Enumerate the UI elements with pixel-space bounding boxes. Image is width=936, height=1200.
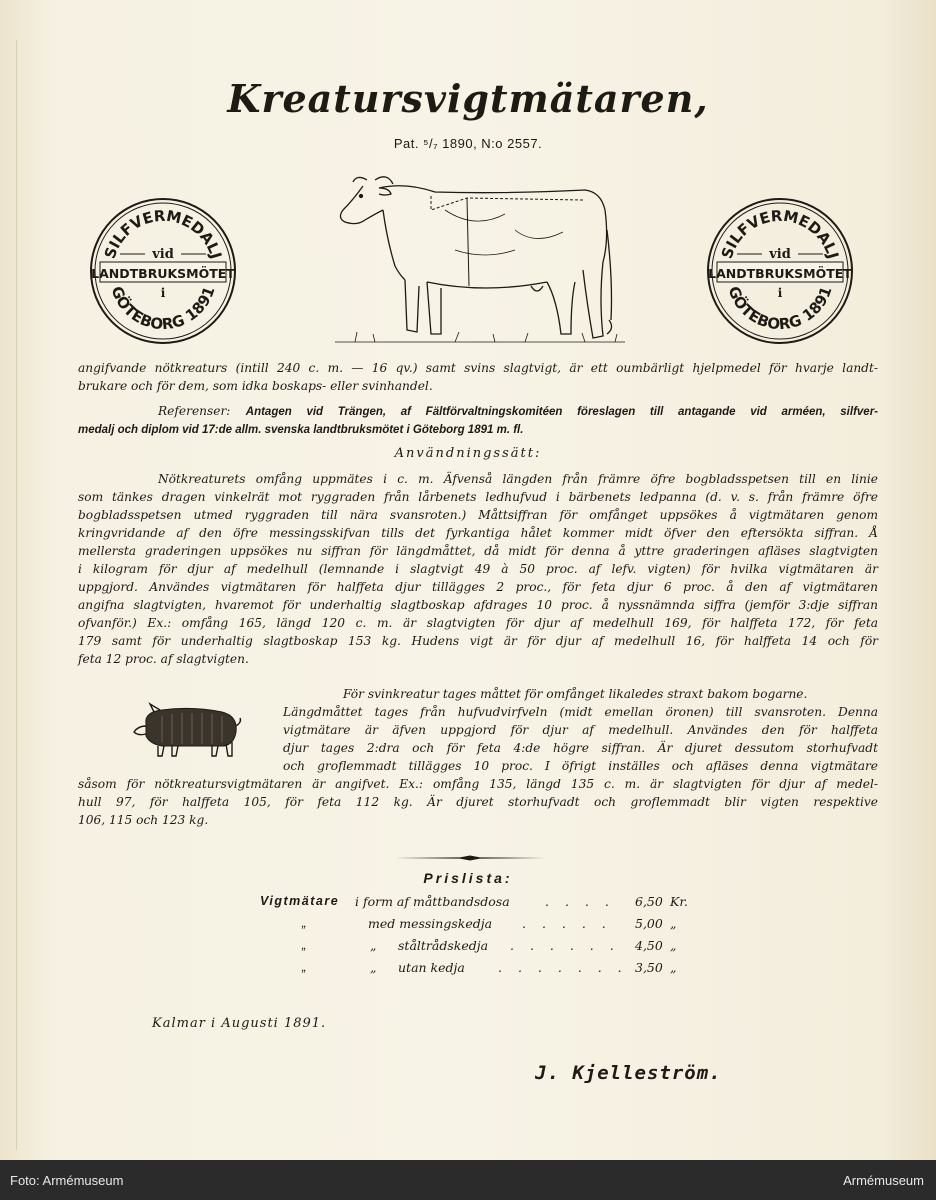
price-value: 4,50 [635, 938, 663, 953]
price-row [260, 960, 700, 982]
price-description: utan kedja [398, 960, 465, 975]
usage-line: Nötkreaturets omfång uppmätes i c. m. Äfvenså längden från främre öfre bogbladsspetsen till en linie [158, 472, 878, 486]
medal-bottom-text: GÖTEBORG 1891 [107, 283, 219, 334]
page-fold-line [16, 40, 17, 1150]
patent-number: Pat. ⁵/₇ 1890, N:o 2557. [393, 136, 543, 151]
price-currency: „ [670, 938, 677, 953]
medal-top-text: SILFVERMEDALJ [717, 206, 843, 261]
references-text: Antagen vid Trängen, af Fältförvaltningskomitéen föreslagen till antagande vid arméen, silfver- [245, 406, 878, 418]
medal-i-text: i [160, 286, 166, 300]
place-and-date: Kalmar i Augusti 1891. [152, 1016, 327, 1031]
price-ditto-mark: „ [370, 938, 377, 953]
price-item-ditto: „ [302, 960, 308, 974]
intro-line: brukare och för dem, som idka boskaps- eller svinhandel. [78, 379, 433, 393]
pig-line: Längdmåttet tages från hufvudvirfveln (midt emellan öronen) till svansroten. Denna [283, 705, 878, 719]
references-text: medalj och diplom vid 17:de allm. svenska landtbruksmötet i Göteborg 1891 m. fl. [78, 424, 524, 436]
pig-line: såsom för nötkreatursvigtmätaren är angifvet. Ex.: omfång 135, längd 135 c. m. är slagtvigten för djur af medel- [78, 777, 878, 791]
pig-line: vigtmätare är äfven uppgjord för djur af medelhull. Användes den för halffeta [283, 723, 878, 737]
usage-line: i kilogram för djur af medelhull (lemnande i slagtvigt 49 à 50 proc. af lefv. vigten) för hvilka vigtmätaren är [78, 562, 878, 576]
usage-line: kringvridande af den öfre messingsskifvan tills det fyrkantiga hålet kommer midt öfver den eftersökta siffran. Å [78, 526, 878, 540]
price-list-title: Prislista: [423, 870, 513, 886]
price-value: 3,50 [635, 960, 663, 975]
usage-line: bogbladsspetsen utmed ryggraden till nära svansroten.) Måttsiffran för omfånget uppsökes å vigtmätaren genom [78, 508, 878, 522]
usage-line: angifna slagtvigten, hvaremot för underhaltig slagtboskap afdrages 10 proc. å nyssnämnda siffra (jemför 3:dje siffran [78, 598, 878, 612]
price-row [260, 894, 700, 916]
usage-line: mellersta graderingen uppsökes nu siffran för längdmåttet, då midt för denna å yttre graderingen afläses slagtvigten [78, 544, 878, 558]
pig-line: och groflemmadt tillägges 10 proc. I öfrigt inställes och afläses denna vigtmätare [283, 759, 878, 773]
usage-line: feta 12 proc. af slagtvigten. [78, 652, 249, 666]
intro-paragraph [78, 359, 878, 395]
pig-line: djur tages 2:dra och för feta 4:de högre siffran. Är djuret dessutom storhufvadt [283, 741, 878, 755]
price-ditto-mark: „ [370, 960, 377, 975]
medal-band-text: LANDTBRUKSMÖTET [708, 266, 852, 281]
silver-medal-seal-right [705, 196, 855, 346]
price-leader-dots: . . . . [545, 894, 615, 909]
references-paragraph [78, 402, 878, 439]
price-currency: Kr. [670, 894, 688, 909]
price-currency: „ [670, 960, 677, 975]
pig-line: För svinkreatur tages måttet för omfånget likaledes straxt bakom bogarne. [343, 687, 808, 701]
usage-line: 179 samt för underhaltig slagtboskap 153 kg. Hudens vigt är för djur af medelhull 16, för halffeta 14 och för [78, 634, 878, 648]
usage-line: uppgjord. Användes vigtmätaren för halffeta djur tillägges 2 proc., för feta djur 6 proc. å den af vigtmätaren [78, 580, 878, 594]
medal-band-text: LANDTBRUKSMÖTET [91, 266, 235, 281]
medal-top-text: SILFVERMEDALJ [100, 206, 226, 261]
medal-i-text: i [777, 286, 783, 300]
price-item-ditto: „ [302, 938, 308, 952]
usage-line: ofvanför.) Ex.: omfång 165, längd 120 c. m. är slagtvigten för djur af medelhull 169, för halffeta 172, för feta [78, 616, 878, 630]
usage-line: som tänkes dragen vinkelrät mot ryggraden från lårbenets ledhufvud i bärbenets ledpanna (d. v. s. från främre öfre [78, 490, 878, 504]
medal-bottom-text: GÖTEBORG 1891 [724, 283, 836, 334]
price-row [260, 916, 700, 938]
price-leader-dots: . . . . . . [510, 938, 620, 953]
price-row [260, 938, 700, 960]
photo-credit-bar [0, 1160, 936, 1200]
price-item: Vigtmätare [260, 894, 340, 908]
price-item-ditto: „ [302, 916, 308, 930]
cow-illustration [335, 170, 625, 352]
photo-credit: Foto: Armémuseum [10, 1173, 124, 1188]
silver-medal-seal-left [88, 196, 238, 346]
price-description: med messingskedja [368, 916, 493, 931]
pig-line: hull 97, för halffeta 105, för feta 112 kg. Är djuret storhufvadt och groflemmadt blir vigten respektive [78, 795, 878, 809]
medal-vid-text: vid [769, 247, 791, 262]
references-label: Referenser: [158, 404, 231, 418]
price-currency: „ [670, 916, 677, 931]
price-leader-dots: . . . . . [522, 916, 612, 931]
museum-name: Armémuseum [843, 1173, 924, 1188]
price-value: 6,50 [635, 894, 663, 909]
usage-paragraph [78, 470, 878, 668]
price-value: 5,00 [635, 916, 663, 931]
medal-vid-text: vid [152, 247, 174, 262]
signature: J. Kjelleström. [535, 1062, 722, 1084]
intro-line: angifvande nötkreaturs (intill 240 c. m. — 16 qv.) samt svins slagtvigt, är ett oumbärligt hjelpmedel för hvarje landt- [78, 361, 878, 375]
price-leader-dots: . . . . . . . [498, 960, 628, 975]
document-title: Kreatursvigtmätaren, [227, 76, 709, 121]
usage-heading: Användningssätt: [394, 446, 542, 461]
ornamental-divider [395, 846, 545, 852]
pig-line: 106, 115 och 123 kg. [78, 813, 209, 827]
price-description: ståltrådskedja [398, 938, 489, 953]
price-list-table [260, 894, 700, 982]
price-description: i form af måttbandsdosa [355, 894, 510, 909]
pig-paragraph [78, 685, 878, 829]
